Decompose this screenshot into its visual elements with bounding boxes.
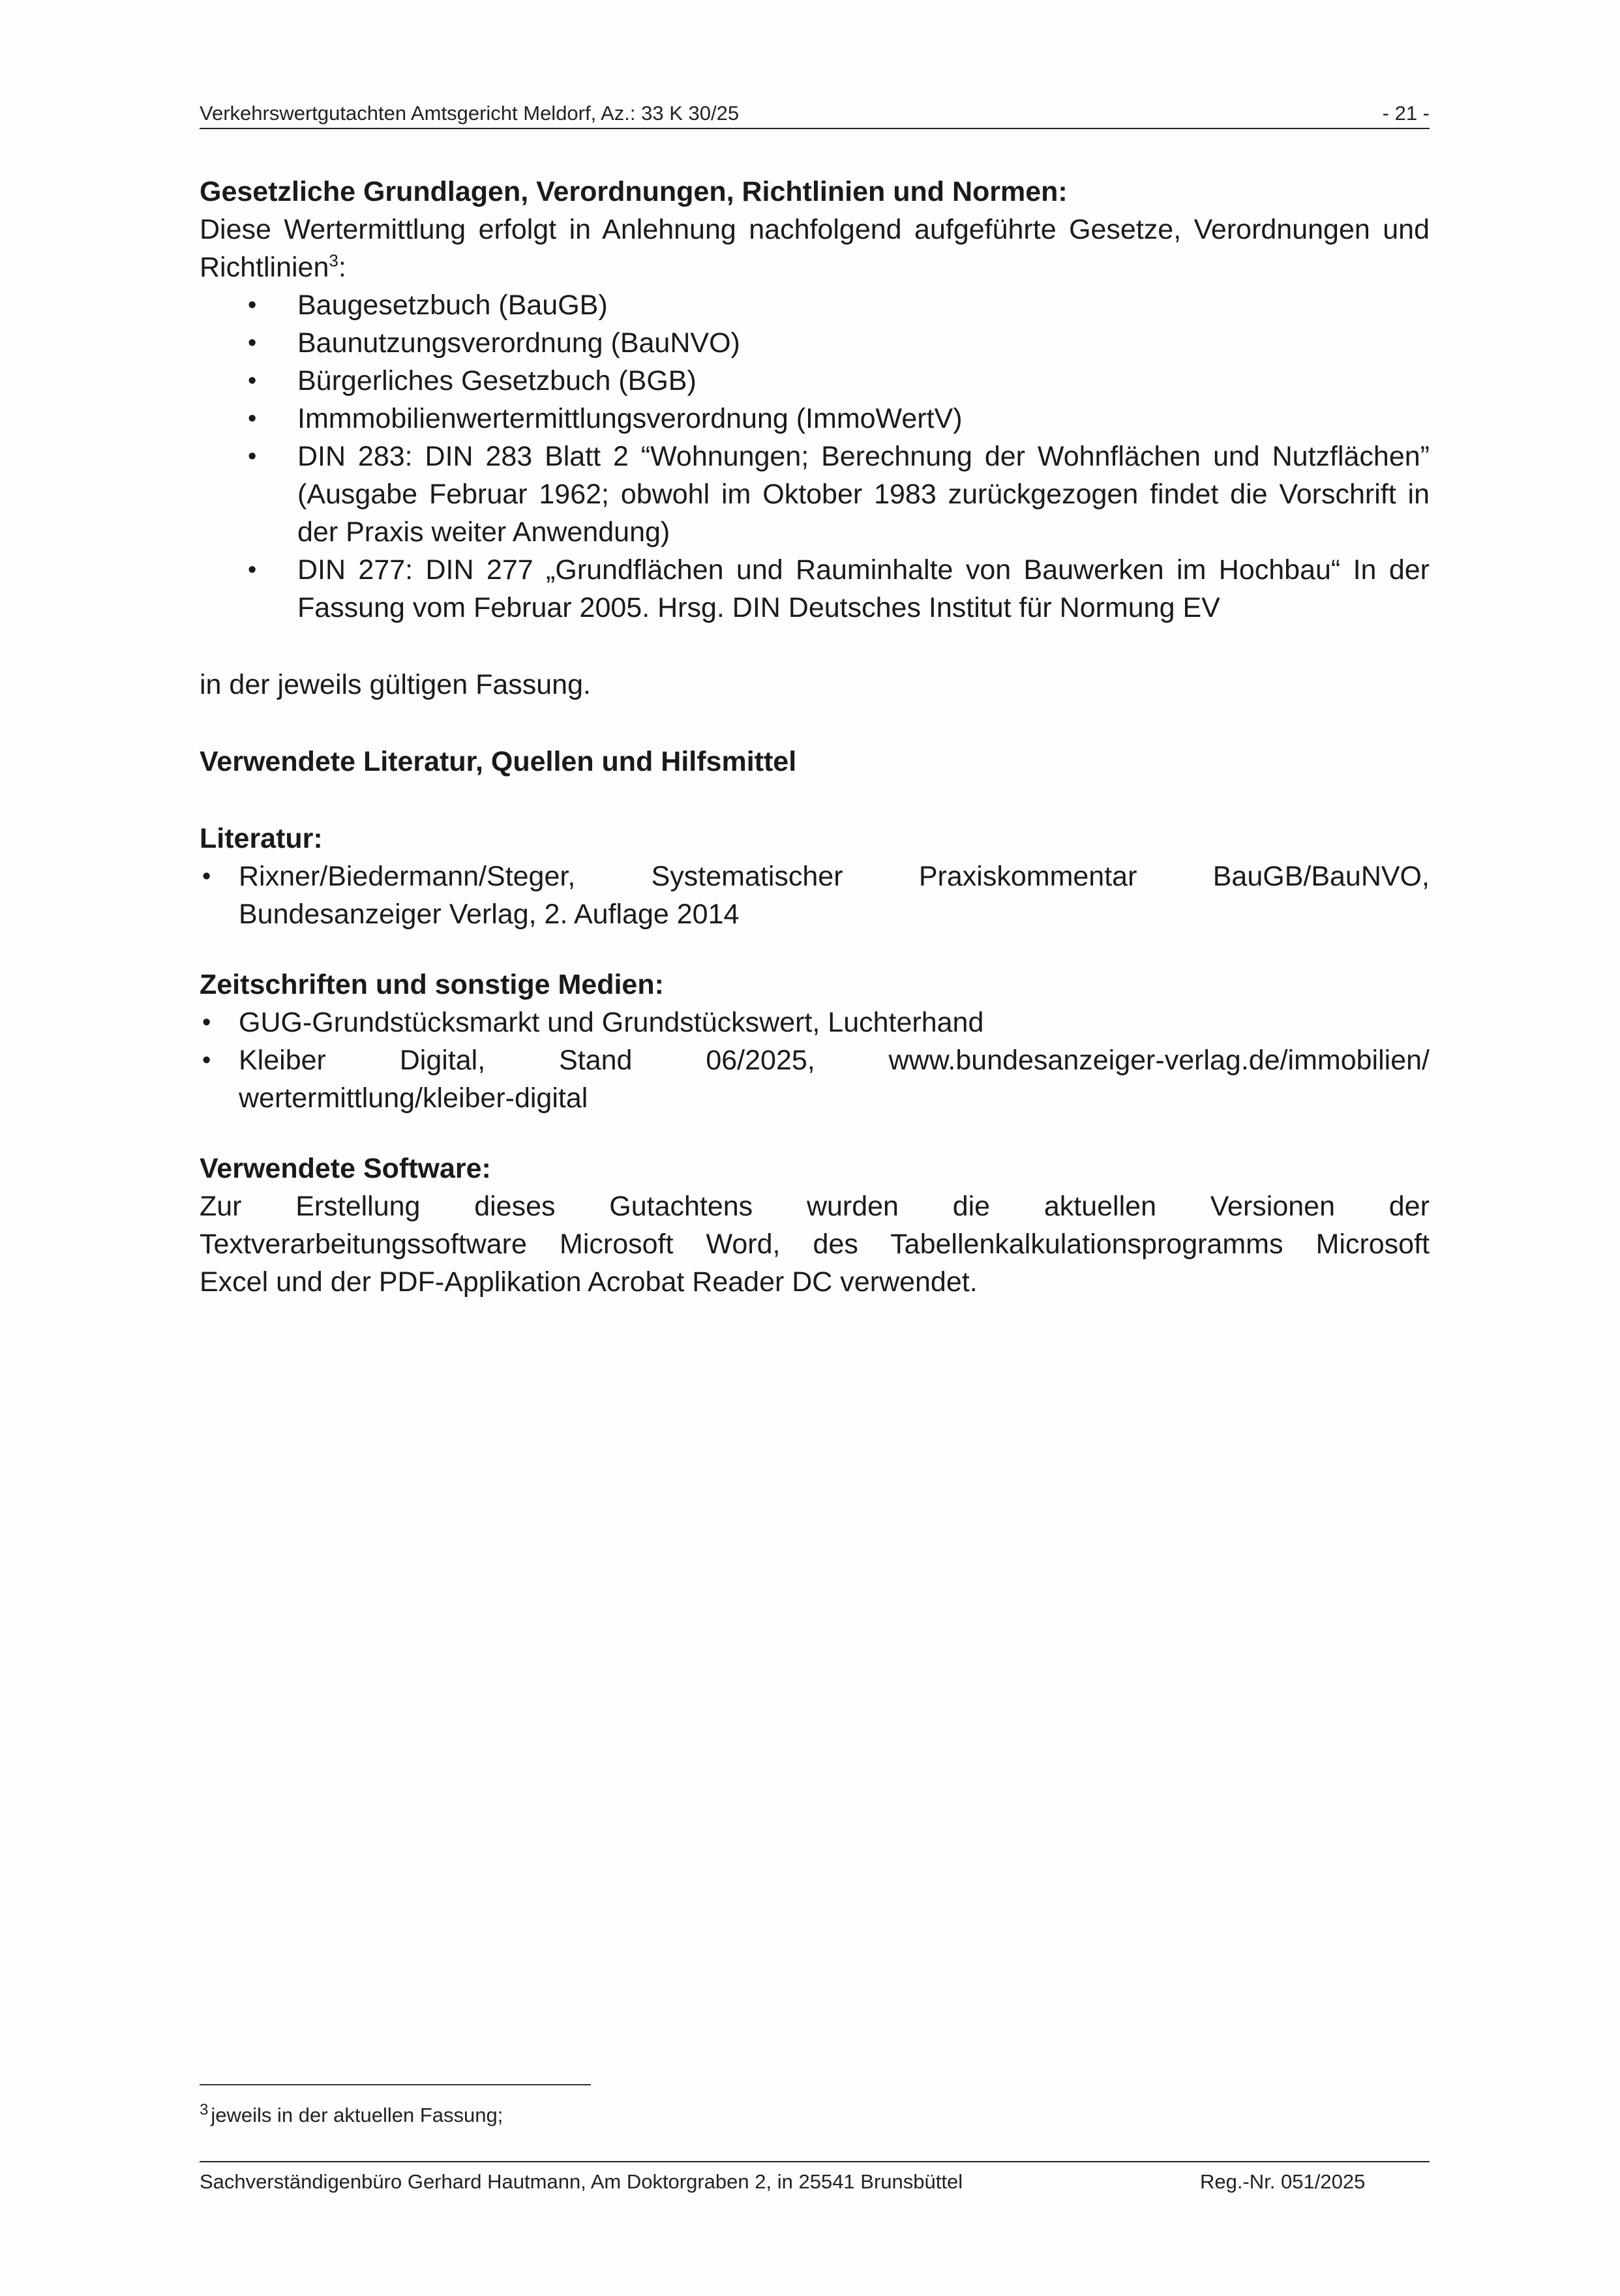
list-item [200,400,1430,438]
section-heading-grundlagen: Gesetzliche Grundlagen, Verordnungen, Richtlinien und Normen: [200,176,1068,207]
intro-colon: : [338,252,346,283]
zeitschriften-line-1 [239,1041,1430,1079]
list-item-text: DIN 283: DIN 283 Blatt 2 “Wohnungen; Berechnung der Wohnflächen und Nutzflächen” (Ausgabe Februar 1962; obwohl im Oktober 1983 zurückgezogen findet die Vorschrift in der Praxis weiter Anwendung) [297,441,1430,548]
bullet-icon: • [248,329,257,357]
word: Zur [200,1191,242,1222]
literatur-line-2: Bundesanzeiger Verlag, 2. Auflage 2014 [239,899,740,930]
law-list [200,286,1430,627]
word: aktuellen [1043,1191,1156,1222]
list-item [200,362,1430,400]
word: Praxiskommentar [918,861,1137,892]
intro-paragraph [200,211,1430,286]
footnote-text: jeweils in der aktuellen Fassung; [211,2104,503,2126]
list-item [200,1041,1430,1117]
bullet-icon: • [202,863,211,890]
word: der [1388,1191,1430,1222]
word: Rixner/Biedermann/Steger, [239,861,576,892]
word: Digital, [399,1045,486,1076]
word: 06/2025, [706,1045,815,1076]
bullet-icon: • [248,556,257,584]
zeitschriften-list [200,1004,1430,1117]
page-number: - 21 - [1382,102,1430,125]
software-line-1 [200,1187,1430,1225]
word: Gutachtens [609,1191,753,1222]
word: Kleiber [239,1045,326,1076]
list-item [200,438,1430,551]
list-item-text: Bürgerliches Gesetzbuch (BGB) [297,365,697,396]
footnote-number: 3 [200,2100,209,2119]
software-line-2: Textverarbeitungssoftware Microsoft Word, des Tabellenkalkulationsprogramms Microsoft [200,1229,1430,1260]
bullet-icon: • [202,1047,211,1074]
word: BauGB/BauNVO, [1212,861,1430,892]
page-footer [200,2161,1430,2201]
list-item [200,286,1430,324]
bullet-icon: • [202,1009,211,1036]
list-item [200,324,1430,362]
bullet-icon: • [248,405,257,432]
subheading-literatur: Literatur: [200,823,323,854]
footer-reg-number: Reg.-Nr. 051/2025 [1200,2170,1366,2193]
footer-address: Sachverständigenbüro Gerhard Hautmann, Am Doktorgraben 2, in 25541 Brunsbüttel [200,2170,963,2193]
main-content [200,173,1430,1301]
bullet-icon: • [248,367,257,395]
list-item-text: Baugesetzbuch (BauGB) [297,290,608,321]
word: Erstellung [295,1191,421,1222]
word: Stand [559,1045,633,1076]
footnote-reference: 3 [329,250,338,271]
subheading-software: Verwendete Software: [200,1153,491,1184]
bullet-icon: • [248,291,257,319]
zeitschriften-line-2: wertermittlung/kleiber-digital [239,1082,588,1114]
word: dieses [474,1191,556,1222]
page-header [200,98,1430,129]
literatur-line-1 [239,857,1430,895]
list-item [200,857,1430,933]
intro-text: Diese Wertermittlung erfolgt in Anlehnung nachfolgend aufgeführte Gesetze, Verordnungen und Richtlinien [200,214,1430,283]
header-title: Verkehrswertgutachten Amtsgericht Meldorf, Az.: 33 K 30/25 [200,102,740,125]
list-item-text: Immmobilienwertermittlungsverordnung (ImmoWertV) [297,403,963,434]
bullet-icon: • [248,443,257,470]
word: Systematischer [651,861,843,892]
closing-line: in der jeweils gültigen Fassung. [200,669,591,700]
footnote-divider [200,2084,591,2085]
literatur-list [200,857,1430,933]
section-heading-literatur-quellen: Verwendete Literatur, Quellen und Hilfsmittel [200,746,797,777]
word: wurden [806,1191,899,1222]
list-item [200,551,1430,627]
subheading-zeitschriften: Zeitschriften und sonstige Medien: [200,969,664,1000]
footnote [200,2102,503,2128]
list-item [200,1004,1430,1041]
software-line-3: Excel und der PDF-Applikation Acrobat Reader DC verwendet. [200,1266,978,1298]
word: die [952,1191,991,1222]
list-item-text: GUG-Grundstücksmarkt und Grundstückswert, Luchterhand [239,1007,984,1038]
word: www.bundesanzeiger-verlag.de/immobilien/ [888,1045,1430,1076]
word: Versionen [1210,1191,1336,1222]
list-item-text: DIN 277: DIN 277 „Grundflächen und Rauminhalte von Bauwerken im Hochbau“ In der Fassung vom Februar 2005. Hrsg. DIN Deutsches Institut für Normung EV [297,554,1430,623]
list-item-text: Baunutzungsverordnung (BauNVO) [297,327,740,359]
